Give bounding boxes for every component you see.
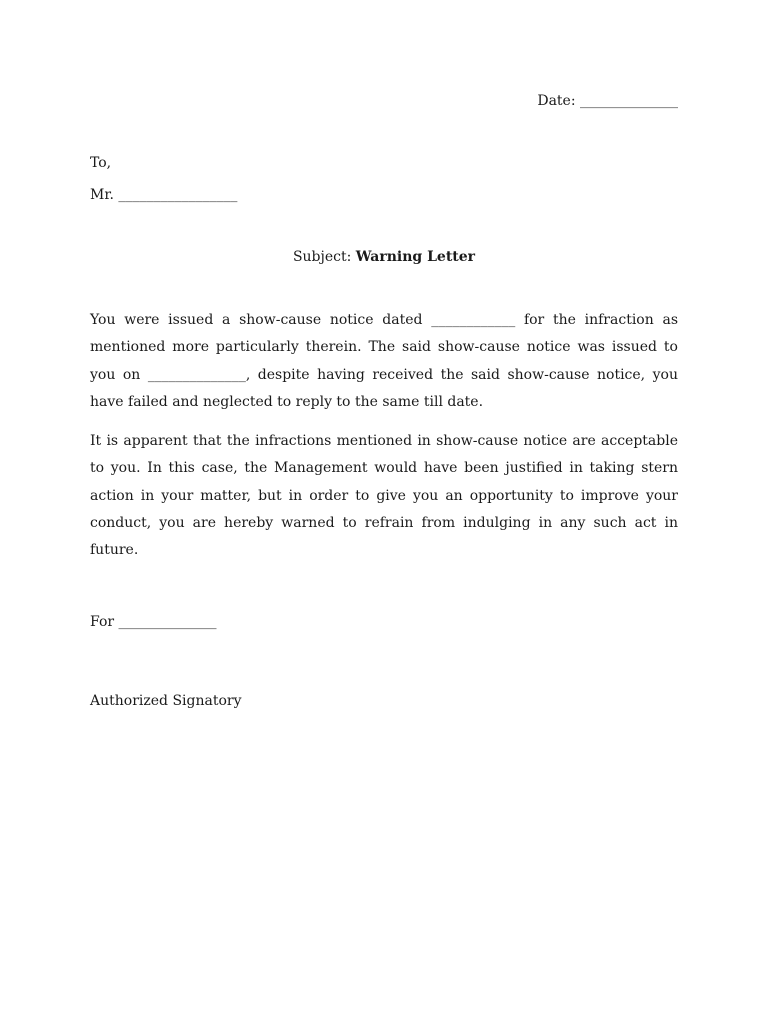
recipient-to: To,: [90, 155, 112, 171]
mr-blank: _________________: [118, 187, 238, 203]
authorized-signatory: Authorized Signatory: [90, 693, 242, 709]
date-blank: ______________: [580, 93, 678, 109]
date-label: Date:: [537, 93, 576, 109]
mr-label: Mr.: [90, 187, 114, 203]
para1-text-b: for the infraction as mentioned more particularly therein. The said show-cause notice was issued to you on: [90, 312, 679, 383]
subject-line: [0, 249, 768, 265]
body-paragraph-2: It is apparent that the infractions mentioned in show-cause notice are acceptable to you. In this case, the Management would have been justified in taking stern action in your matter, but in order to give you an opportunity to improve your conduct, you are hereby warned to refrain from indulging in any such act in future.: [90, 433, 678, 559]
recipient-name-line: [90, 187, 237, 203]
for-line: [90, 614, 217, 630]
for-blank: ______________: [118, 614, 217, 630]
date-line: [537, 93, 678, 109]
subject-title: Warning Letter: [355, 249, 476, 265]
para1-blank-date: ____________: [431, 312, 516, 328]
subject-label: Subject:: [292, 249, 352, 265]
body-paragraph-1: [90, 307, 678, 416]
para1-text-c: , despite having received the said show-cause notice, you have failed and neglected to reply to the same till date.: [90, 366, 678, 410]
para1-blank-issued-on: ______________: [147, 366, 246, 383]
for-label: For: [90, 614, 115, 630]
para1-text-a: You were issued a show-cause notice dated: [90, 312, 423, 328]
